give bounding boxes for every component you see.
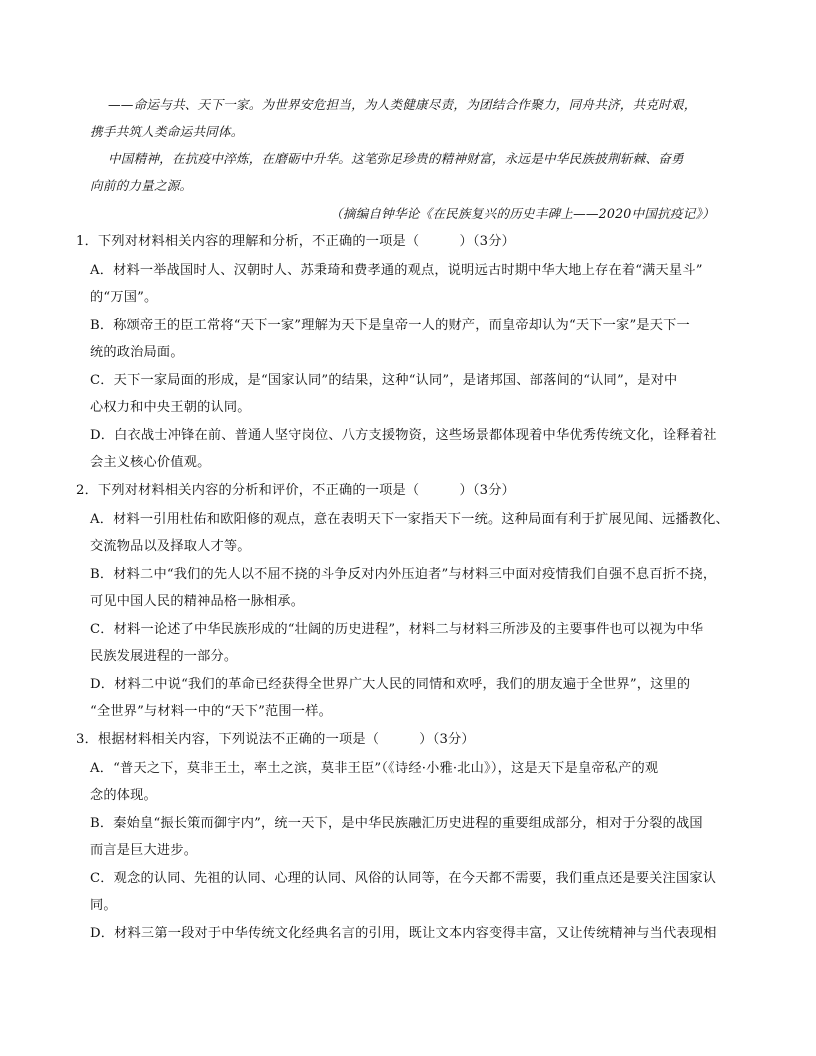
option-line: 民族发展进程的一部分。 xyxy=(90,649,238,664)
option-line: 心权力和中央王朝的认同。 xyxy=(90,400,251,415)
passage-line: ——命运与共、天下一家。为世界安危担当，为人类健康尽责，为团结合作聚力，同舟共济，共克时艰， xyxy=(108,97,697,112)
passage-source: （摘编自钟华论《在民族复兴的历史丰碑上——2020中国抗疫记》） xyxy=(330,206,715,221)
option-line: C．观念的认同、先祖的认同、心理的认同、风俗的认同等，在今天都不需要，我们重点还是要关注国家认 xyxy=(90,871,717,886)
passage-line: 向前的力量之源。 xyxy=(90,178,193,193)
option-line: C．材料一论述了中华民族形成的“壮阔的历史进程”，材料二与材料三所涉及的主要事件也可以视为中华 xyxy=(90,622,704,637)
option-line: 的“万国”。 xyxy=(90,290,158,305)
option-line: A．“普天之下，莫非王土，率土之滨，莫非王臣”（《诗经·小雅·北山》），这是天下是皇帝私产的观 xyxy=(90,761,659,776)
option-line: D．材料三第一段对于中华传统文化经典名言的引用，既让文本内容变得丰富，又让传统精神与当代表现相 xyxy=(90,926,717,941)
option-line: B．秦始皇“振长策而御宇内”，统一天下，是中华民族融汇历史进程的重要组成部分，相对于分裂的战国 xyxy=(90,816,703,831)
question-stem: 1．下列对材料相关内容的理解和分析，不正确的一项是（ ）（3分） xyxy=(76,234,515,249)
option-line: C．天下一家局面的形成，是“国家认同”的结果，这种“认同”，是诸邦国、部落间的“认同”，是对中 xyxy=(90,373,678,388)
question-stem: 2．下列对材料相关内容的分析和评价，不正确的一项是（ ）（3分） xyxy=(76,483,515,498)
option-line: 统的政治局面。 xyxy=(90,345,184,360)
option-line: “全世界”与材料一中的“天下”范围一样。 xyxy=(90,704,332,719)
option-line: 会主义核心价值观。 xyxy=(90,455,211,470)
option-line: B．称颂帝王的臣工常将“天下一家”理解为天下是皇帝一人的财产，而皇帝却认为“天下一家”是天下一 xyxy=(90,318,690,333)
option-line: 交流物品以及择取人才等。 xyxy=(90,539,251,554)
option-line: 同。 xyxy=(90,898,117,913)
passage-line: 携手共筑人类命运共同体。 xyxy=(90,124,244,139)
question-stem: 3．根据材料相关内容，下列说法不正确的一项是（ ）（3分） xyxy=(76,732,475,747)
option-line: 念的体现。 xyxy=(90,788,157,803)
option-line: A．材料一引用杜佑和欧阳修的观点，意在表明天下一家指天下一统。这种局面有利于扩展见闻、远播教化、 xyxy=(90,512,729,527)
option-line: D．材料二中说“我们的革命已经获得全世界广大人民的同情和欢呼，我们的朋友遍于全世界”，这里的 xyxy=(90,677,691,692)
passage-line: 中国精神，在抗疫中淬炼，在磨砺中升华。这笔弥足珍贵的精神财富，永远是中华民族披荆斩棘、奋勇 xyxy=(108,151,684,166)
option-line: B．材料二中“我们的先人以不屈不挠的斗争反对内外压迫者”与材料三中面对疫情我们自强不息百折不挠， xyxy=(90,567,717,582)
option-line: D．白衣战士冲锋在前、普通人坚守岗位、八方支援物资，这些场景都体现着中华优秀传统文化，诠释着社 xyxy=(90,428,717,443)
option-line: 可见中国人民的精神品格一脉相承。 xyxy=(90,594,305,609)
option-line: 而言是巨大进步。 xyxy=(90,843,198,858)
option-line: A．材料一举战国时人、汉朝时人、苏秉琦和费孝通的观点，说明远古时期中华大地上存在着“满天星斗” xyxy=(90,263,703,278)
